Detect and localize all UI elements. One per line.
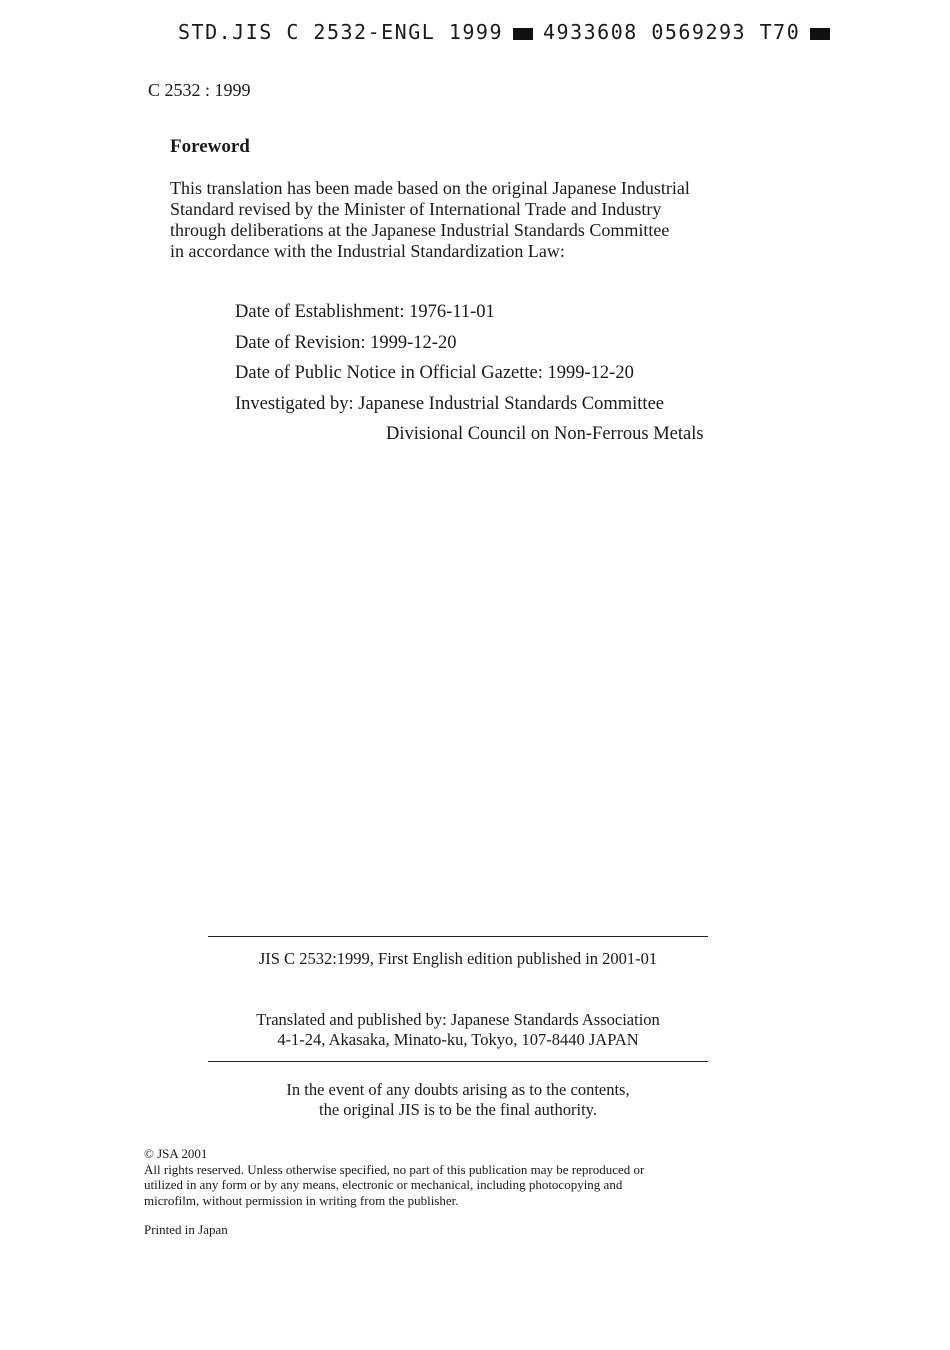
investigated-by-council: Divisional Council on Non-Ferrous Metals — [386, 424, 704, 444]
black-block-mark — [810, 28, 830, 40]
header-code-line — [178, 20, 840, 44]
foreword-title: Foreword — [170, 136, 250, 157]
foreword-paragraph — [170, 178, 790, 262]
top-rule — [208, 936, 708, 937]
foreword-line: through deliberations at the Japanese Industrial Standards Committee — [170, 220, 670, 240]
edition-line: JIS C 2532:1999, First English edition published in 2001-01 — [258, 949, 658, 968]
date-of-public-notice: Date of Public Notice in Official Gazette: 1999-12-20 — [235, 363, 634, 383]
date-of-establishment: Date of Establishment: 1976-11-01 — [235, 302, 495, 322]
copyright-line: © JSA 2001 — [144, 1146, 208, 1161]
bottom-rule — [208, 1061, 708, 1062]
printed-in: Printed in Japan — [144, 1222, 228, 1237]
standard-number: C 2532 : 1999 — [148, 80, 251, 100]
publisher-line: Translated and published by: Japanese Standards Association — [256, 1010, 660, 1029]
publisher-address: 4-1-24, Akasaka, Minato-ku, Tokyo, 107-8440 JAPAN — [277, 1030, 639, 1049]
date-of-revision: Date of Revision: 1999-12-20 — [235, 332, 457, 353]
authority-line: In the event of any doubts arising as to the contents, — [286, 1080, 630, 1099]
foreword-line: This translation has been made based on the original Japanese Industrial — [170, 178, 690, 198]
black-block-mark — [513, 28, 533, 40]
rights-line: utilized in any form or by any means, electronic or mechanical, including photocopying and — [144, 1177, 623, 1192]
publisher-info — [208, 1010, 708, 1050]
authority-line: the original JIS is to be the final authority. — [318, 1100, 597, 1119]
foreword-line: Standard revised by the Minister of International Trade and Industry — [170, 199, 662, 219]
header-code-part-1: STD.JIS C 2532-ENGL 1999 — [178, 20, 503, 44]
header-code-part-2: 4933608 0569293 T70 — [542, 20, 801, 44]
authority-notice — [208, 1080, 708, 1120]
foreword-line: in accordance with the Industrial Standardization Law: — [170, 241, 565, 261]
investigated-by: Investigated by: Japanese Industrial Standards Committee — [235, 393, 664, 414]
rights-line: All rights reserved. Unless otherwise specified, no part of this publication may be reproduced or — [144, 1161, 645, 1177]
dates-block — [235, 301, 704, 454]
copyright-block — [144, 1146, 644, 1208]
edition-info — [208, 949, 708, 969]
rights-line: microfilm, without permission in writing from the publisher. — [144, 1192, 459, 1208]
